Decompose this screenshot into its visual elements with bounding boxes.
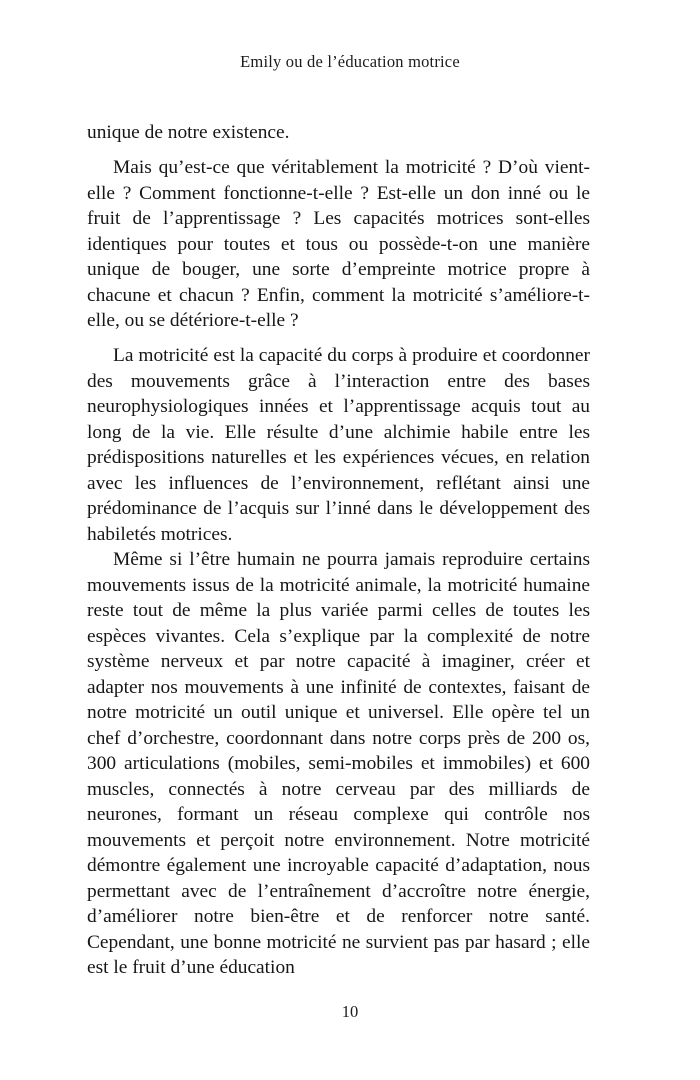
paragraph: La motricité est la capacité du corps à produire et coordonner des mouvements grâce à l’interaction entre des bases neurophysiologiques innées et l’apprentissage acquis tout au long de la vie. Elle résulte d’une alchimie habile entre les prédispositions naturelles et les expériences vécues, en relation avec les influences de l’environnement, reflétant ainsi une prédominance de l’acquis sur l’inné dans le développement des habiletés motrices. — [87, 345, 590, 545]
paragraph-continuation: unique de notre existence. — [87, 122, 290, 143]
page-number: 10 — [341, 1002, 359, 1021]
paragraph: Même si l’être humain ne pourra jamais reproduire certains mouvements issus de la motricité animale, la motricité humaine reste tout de même la plus variée parmi celles de toutes les espèces vivantes. Cela s’explique par la complexité de notre système nerveux et par notre capacité à imaginer, créer et adapter nos mouvements à une infinité de contextes, faisant de notre motricité un outil unique et universel. Elle opère tel un chef d’orchestre, coordonnant dans notre corps près de 200 os, 300 articulations (mobiles, semi-mobiles et immobiles) et 600 muscles, connectés à notre cerveau par des milliards de neurones, formant un réseau complexe qui contrôle nos mouvements et perçoit notre environnement. Notre motricité démontre également une incroyable capacité d’adaptation, nous permettant avec de l’entraînement d’accroître notre énergie, d’améliorer notre bien-être et de renforcer notre santé. Cependant, une bonne motricité ne survient pas par hasard ; elle est le fruit d’une éducation — [87, 549, 590, 978]
paragraph: Mais qu’est-ce que véritablement la motricité ? D’où vient-elle ? Comment fonctionne-t-elle ? Est-elle un don inné ou le fruit de l’apprentissage ? Les capacités motrices sont-elles identiques pour toutes et tous ou possède-t-on une manière unique de bouger, une sorte d’empreinte motrice propre à chacune et chacun ? Enfin, comment la motricité s’améliore-t-elle, ou se détériore-t-elle ? — [87, 157, 590, 331]
body-text — [87, 120, 590, 981]
running-header: Emily ou de l’éducation motrice — [240, 52, 460, 71]
